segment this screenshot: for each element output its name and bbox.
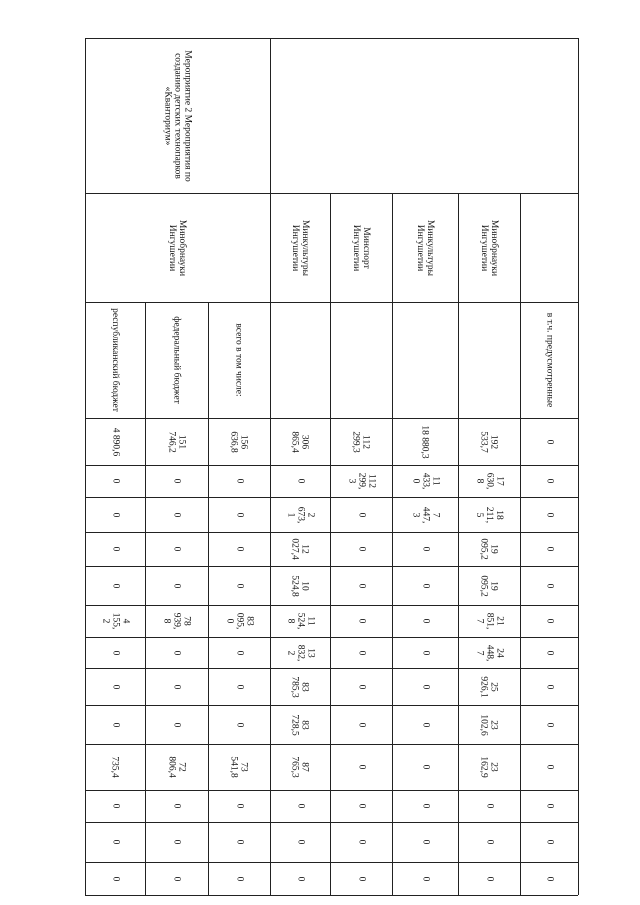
cell-text: 0	[544, 650, 554, 655]
table-cell	[208, 790, 270, 822]
table-cell	[85, 38, 270, 193]
table-cell	[85, 862, 145, 895]
cell-text: 4 155, 2	[100, 612, 130, 630]
table-cell	[85, 302, 145, 418]
table-rule-vertical	[458, 193, 459, 895]
table-rule-horizontal	[85, 418, 578, 419]
table-cell	[330, 822, 392, 862]
table-rule-horizontal	[85, 862, 578, 863]
table-cell	[330, 705, 392, 744]
table-cell	[330, 465, 392, 497]
cell-text: 25 926,1	[479, 675, 499, 698]
cell-text: 0	[110, 839, 120, 845]
cell-text: 0	[356, 722, 366, 727]
cell-text: 18 211, 5	[474, 506, 504, 523]
cell-text: 0	[356, 764, 366, 770]
cell-text: всего в том числе:	[234, 323, 245, 397]
table-cell	[208, 605, 270, 637]
cell-text: 0	[356, 546, 366, 552]
cell-text: 0	[420, 583, 430, 588]
cell-text: 7 447, 3	[410, 506, 440, 523]
cell-text: 72 806,4	[166, 756, 187, 778]
cell-text: 0	[171, 803, 182, 809]
table-cell	[208, 418, 270, 465]
cell-text: Минкультуры Ингушетии	[415, 219, 435, 276]
cell-text: 0	[110, 512, 120, 517]
cell-text: 83 785,3	[290, 675, 310, 698]
cell-text: 87 765,3	[290, 756, 310, 778]
cell-text: 0	[356, 803, 366, 809]
table-cell	[392, 193, 458, 302]
table-cell	[208, 862, 270, 895]
table-cell	[85, 532, 145, 566]
table-cell	[270, 790, 330, 822]
cell-text: 0	[420, 650, 430, 655]
table-cell	[85, 566, 145, 605]
table-cell	[208, 465, 270, 497]
table-cell	[145, 465, 208, 497]
cell-text: 0	[544, 439, 554, 444]
table-cell	[392, 822, 458, 862]
cell-text: 0	[420, 546, 430, 552]
cell-text: 0	[420, 839, 430, 845]
table-cell	[270, 418, 330, 465]
cell-text: 0	[110, 722, 120, 727]
table-cell	[208, 637, 270, 668]
table-cell	[330, 418, 392, 465]
table-cell	[458, 637, 520, 668]
table-cell	[145, 790, 208, 822]
table-cell	[330, 566, 392, 605]
cell-text: 0	[356, 876, 366, 881]
table-cell	[145, 637, 208, 668]
cell-text: 0	[234, 803, 244, 809]
table-rule-horizontal	[85, 895, 578, 896]
cell-text: 13 832, 2	[285, 644, 315, 661]
table-cell	[270, 605, 330, 637]
table-cell	[270, 465, 330, 497]
cell-text: 0	[420, 618, 430, 624]
cell-text: Минобрнауки Ингушетии	[167, 219, 188, 276]
table-cell	[330, 497, 392, 532]
table-rule-horizontal	[85, 637, 578, 638]
cell-text: 73 541,8	[229, 756, 249, 778]
table-rule-vertical	[392, 193, 393, 895]
cell-text: 0	[110, 803, 120, 809]
table-cell	[458, 566, 520, 605]
cell-text: 21 851, 7	[474, 612, 504, 630]
cell-text: 12 027,4	[290, 538, 310, 560]
cell-text: 0	[171, 876, 182, 881]
table-cell	[208, 532, 270, 566]
table-cell	[270, 744, 330, 790]
table-cell	[392, 566, 458, 605]
table-cell	[458, 497, 520, 532]
table-cell	[145, 705, 208, 744]
table-cell	[392, 418, 458, 465]
table-cell	[85, 705, 145, 744]
table-cell	[208, 822, 270, 862]
table-cell	[270, 637, 330, 668]
table-cell	[270, 566, 330, 605]
cell-text: 0	[356, 512, 366, 517]
table-cell	[145, 532, 208, 566]
table-cell	[85, 418, 145, 465]
table-cell	[520, 822, 578, 862]
table-rule-horizontal	[85, 566, 578, 567]
table-rule-vertical	[520, 193, 521, 895]
table-cell	[330, 744, 392, 790]
table-cell	[330, 790, 392, 822]
table-cell	[520, 744, 578, 790]
table-cell	[85, 668, 145, 705]
table-cell	[458, 605, 520, 637]
cell-text: 11 433, 0	[410, 472, 440, 490]
cell-text: 0	[110, 650, 120, 655]
table-cell	[330, 193, 392, 302]
table-cell	[520, 668, 578, 705]
table-rule-vertical	[270, 38, 271, 895]
cell-text: 0	[295, 478, 305, 484]
table-cell	[270, 193, 330, 302]
cell-text: Минспорт Ингушетии	[350, 224, 371, 271]
cell-text: 11 524, 8	[285, 612, 315, 630]
cell-text: 0	[420, 764, 430, 770]
cell-text: 0	[484, 839, 494, 845]
table-cell	[330, 605, 392, 637]
table-cell	[85, 193, 270, 302]
cell-text: 0	[544, 684, 554, 689]
table-cell	[458, 862, 520, 895]
cell-text: 0	[171, 839, 182, 845]
table-cell	[145, 822, 208, 862]
table-cell	[520, 790, 578, 822]
cell-text: 0	[171, 478, 182, 484]
table-rule-horizontal	[85, 790, 578, 791]
cell-text: Минкультуры Ингушетии	[290, 219, 310, 276]
table-cell	[270, 862, 330, 895]
table-cell	[392, 668, 458, 705]
table-cell	[520, 418, 578, 465]
table-rule-vertical	[578, 38, 579, 895]
table-cell	[458, 193, 520, 302]
table-rule-horizontal	[85, 302, 578, 303]
table-cell	[458, 822, 520, 862]
table-cell	[208, 705, 270, 744]
cell-text: 0	[544, 764, 554, 770]
cell-text: 0	[420, 876, 430, 881]
cell-text: 0	[295, 876, 305, 881]
table-rule-horizontal	[85, 532, 578, 533]
cell-text: 0	[234, 512, 244, 517]
table-cell	[458, 668, 520, 705]
table-cell	[85, 637, 145, 668]
table-cell	[520, 497, 578, 532]
cell-text: 112 299, 3	[346, 472, 376, 490]
cell-text: 0	[544, 839, 554, 845]
cell-text: 0	[420, 722, 430, 727]
cell-text: в т.ч. предусмотренные	[544, 312, 555, 408]
cell-text: Мероприятие 2 Мероприятия по созданию детских технопарков «Кванториум»	[162, 49, 193, 182]
cell-text: 0	[544, 618, 554, 624]
table-cell	[145, 566, 208, 605]
table-cell	[392, 497, 458, 532]
table-cell	[145, 497, 208, 532]
table-cell	[520, 465, 578, 497]
table-cell	[392, 605, 458, 637]
cell-text: 19 095,2	[479, 574, 499, 597]
table-cell	[520, 605, 578, 637]
cell-text: 18 880,3	[420, 424, 430, 459]
table-rule-vertical	[208, 302, 209, 895]
cell-text: 23 102,6	[479, 713, 499, 736]
cell-text: 0	[356, 583, 366, 588]
table-cell	[270, 822, 330, 862]
cell-text: 0	[110, 876, 120, 881]
table-cell	[270, 497, 330, 532]
table-cell	[330, 862, 392, 895]
table-cell	[458, 532, 520, 566]
table-cell	[85, 465, 145, 497]
table-cell	[458, 465, 520, 497]
cell-text: 0	[544, 803, 554, 809]
table-cell	[520, 637, 578, 668]
cell-text: 156 636,8	[229, 430, 249, 453]
cell-text: 0	[356, 618, 366, 624]
cell-text: 2 673, 1	[285, 506, 315, 523]
cell-text: 17 630, 8	[474, 472, 504, 490]
cell-text: 4 890,6	[110, 427, 120, 456]
table-cell	[458, 744, 520, 790]
table-cell	[85, 744, 145, 790]
cell-text: 23 162,9	[479, 756, 499, 778]
cell-text: 0	[234, 722, 244, 727]
cell-text: 83 095, 0	[224, 612, 254, 630]
cell-text: 0	[544, 876, 554, 881]
table-rule-horizontal	[85, 668, 578, 669]
cell-text: 0	[544, 546, 554, 552]
table-cell	[392, 465, 458, 497]
table-cell	[85, 497, 145, 532]
cell-text: 0	[171, 546, 182, 552]
table-cell	[330, 532, 392, 566]
table-rule-vertical	[145, 302, 146, 895]
table-rule-horizontal	[85, 744, 578, 745]
cell-text: 0	[234, 478, 244, 484]
table-cell	[145, 668, 208, 705]
table-cell	[520, 532, 578, 566]
table-cell	[392, 637, 458, 668]
cell-text: 0	[544, 583, 554, 588]
cell-text: 10 524,8	[290, 574, 310, 597]
cell-text: 0	[171, 583, 182, 588]
cell-text: федеральный бюджет	[171, 316, 182, 404]
cell-text: 306 865,4	[290, 430, 310, 453]
cell-text: 192 533,7	[479, 430, 499, 453]
table-cell	[520, 566, 578, 605]
cell-text: 0	[420, 803, 430, 809]
table-cell	[208, 566, 270, 605]
table-cell	[392, 744, 458, 790]
table-cell	[208, 744, 270, 790]
cell-text: 83 728,5	[290, 713, 310, 736]
cell-text: 0	[356, 839, 366, 845]
table-cell	[520, 705, 578, 744]
cell-text: 0	[356, 684, 366, 689]
cell-text: 0	[171, 684, 182, 689]
cell-text: 19 095,2	[479, 538, 499, 560]
table-cell	[85, 822, 145, 862]
table-rule-horizontal	[85, 705, 578, 706]
table-cell	[330, 637, 392, 668]
cell-text: 0	[544, 512, 554, 517]
cell-text: 0	[234, 839, 244, 845]
table-cell	[85, 605, 145, 637]
cell-text: 0	[234, 650, 244, 655]
table-cell	[458, 418, 520, 465]
cell-text: 0	[356, 650, 366, 655]
cell-text: 0	[295, 839, 305, 845]
table-cell	[520, 302, 578, 418]
table-cell	[208, 497, 270, 532]
table-cell	[208, 668, 270, 705]
table-cell	[458, 705, 520, 744]
cell-text: 0	[171, 722, 182, 727]
table-rule-horizontal	[85, 605, 578, 606]
table-cell	[330, 668, 392, 705]
cell-text: 0	[544, 478, 554, 484]
cell-text: 0	[234, 876, 244, 881]
cell-text: Минобрнауки Ингушетии	[479, 219, 499, 276]
table-cell	[270, 668, 330, 705]
cell-text: 0	[544, 722, 554, 727]
table-cell	[270, 705, 330, 744]
cell-text: 0	[171, 650, 182, 655]
table-cell	[145, 605, 208, 637]
table-cell	[85, 790, 145, 822]
table-cell	[392, 705, 458, 744]
table-rule-horizontal	[85, 822, 578, 823]
table-cell	[145, 418, 208, 465]
table-cell	[145, 302, 208, 418]
cell-text: 24 448, 7	[474, 644, 504, 661]
cell-text: 0	[110, 583, 120, 588]
table-cell	[520, 862, 578, 895]
cell-text: 0	[484, 803, 494, 809]
table-cell	[270, 532, 330, 566]
cell-text: 0	[295, 803, 305, 809]
cell-text: 78 939, 8	[161, 612, 192, 630]
cell-text: 0	[110, 684, 120, 689]
table-rule-vertical	[330, 193, 331, 895]
table-cell	[208, 302, 270, 418]
cell-text: 0	[234, 583, 244, 588]
table-rule-vertical	[85, 38, 86, 895]
cell-text: 0	[234, 684, 244, 689]
cell-text: 0	[171, 512, 182, 517]
table-cell	[145, 862, 208, 895]
cell-text: 151 746,2	[166, 430, 187, 453]
table-rule-horizontal	[85, 38, 578, 39]
cell-text: республиканский бюджет	[110, 308, 121, 412]
table-cell	[145, 744, 208, 790]
table-cell	[392, 790, 458, 822]
table-rule-horizontal	[85, 497, 578, 498]
table-cell	[392, 862, 458, 895]
table-cell	[392, 532, 458, 566]
cell-text: 735,4	[110, 756, 120, 778]
table-rule-horizontal	[85, 465, 578, 466]
cell-text: 0	[234, 546, 244, 552]
cell-text: 0	[484, 876, 494, 881]
cell-text: 0	[420, 684, 430, 689]
cell-text: 0	[110, 546, 120, 552]
table-rule-horizontal	[85, 193, 578, 194]
table-cell	[458, 790, 520, 822]
cell-text: 0	[110, 478, 120, 484]
cell-text: 112 299,3	[351, 430, 371, 453]
